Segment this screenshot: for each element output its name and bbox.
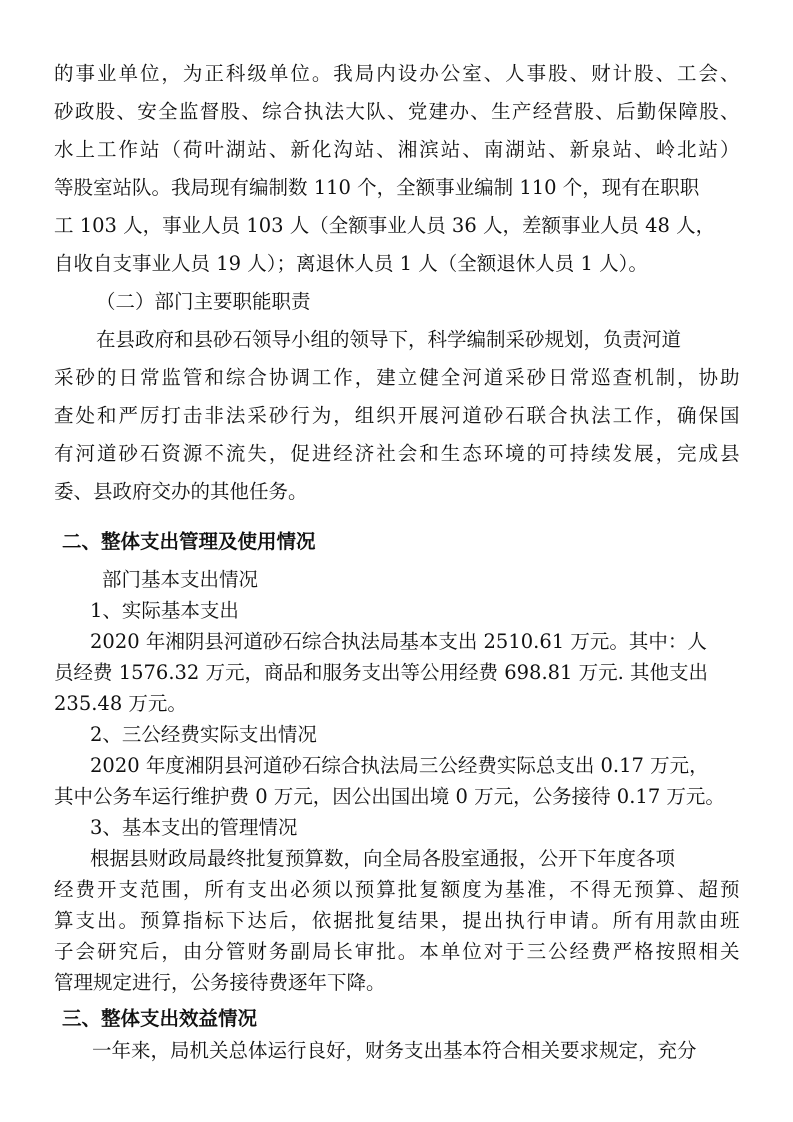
text-line: 委、县政府交办的其他任务。	[54, 480, 308, 503]
text-line: 等股室站队。我局现有编制数 110 个，全额事业编制 110 个，现有在职职	[54, 176, 700, 199]
text-line: 经 费 开 支 范 围 ， 所 有 支 出 必 须 以 预 算 批 复 额 度 为 基 准 ， 不 得 无 预 算 、 超 预	[54, 878, 740, 901]
text-line: 在县政府和县砂石领导小组的领导下，科学编制采砂规划，负责河道	[96, 328, 682, 351]
item-heading-1: 1、实际基本支出	[90, 599, 239, 622]
section-heading-3: 三、整体支出效益情况	[62, 1007, 258, 1030]
text-line: 管理规定进行，公务接待费逐年下降。	[54, 971, 386, 994]
text-line: 算 支 出 。 预 算 指 标 下 达 后 ， 依 据 批 复 结 果 ， 提 出 执 行 申 请 。 所 有 用 款 由 班	[54, 909, 740, 932]
text-line: 其中公务车运行维护费 0 万元，因公出国出境 0 万元，公务接待 0.17 万元。	[54, 785, 725, 808]
section-heading-duties: （二）部门主要职能职责	[96, 290, 311, 313]
text-line: 根据县财政局最终批复预算数，向全局各股室通报，公开下年度各项	[90, 847, 676, 870]
text-line: 的 事 业 单 位 ， 为 正 科 级 单 位 。 我 局 内 设 办 公 室 、 人 事 股 、 财 计 股 、 工 会 、	[54, 62, 740, 85]
text-line: 员经费 1576.32 万元，商品和服务支出等公用经费 698.81 万元. 其他支出	[54, 661, 709, 684]
text-line: 2020 年湘阴县河道砂石综合执法局基本支出 2510.61 万元。其中：人	[90, 630, 707, 653]
subheading-basic-expenditure: 部门基本支出情况	[102, 568, 259, 591]
text-line: 235.48 万元。	[54, 692, 187, 715]
text-line: 2020 年度湘阴县河道砂石综合执法局三公经费实际总支出 0.17 万元，	[90, 754, 709, 777]
text-line: 自收自支事业人员 19 人）；离退休人员 1 人（全额退休人员 1 人）。	[54, 252, 648, 275]
text-line: 查 处 和 严 厉 打 击 非 法 采 砂 行 为 ， 组 织 开 展 河 道 砂 石 联 合 执 法 工 作 ， 确 保 国	[54, 404, 740, 427]
text-line: 水 上 工 作 站 （ 荷 叶 湖 站 、 新 化 沟 站 、 湘 滨 站 、 南 湖 站 、 新 泉 站 、 岭 北 站 ）	[54, 138, 740, 161]
section-heading-2: 二、整体支出管理及使用情况	[62, 530, 316, 553]
text-line: 有 河 道 砂 石 资 源 不 流 失 ， 促 进 经 济 社 会 和 生 态 环 境 的 可 持 续 发 展 ， 完 成 县	[54, 442, 740, 465]
text-line: 一年来，局机关总体运行良好，财务支出基本符合相关要求规定，充分	[92, 1039, 697, 1062]
text-line: 采 砂 的 日 常 监 管 和 综 合 协 调 工 作 ， 建 立 健 全 河 道 采 砂 日 常 巡 查 机 制 ， 协 助	[54, 366, 740, 389]
text-line: 工 103 人，事业人员 103 人（全额事业人员 36 人，差额事业人员 48 人，	[54, 214, 716, 237]
item-heading-3: 3、基本支出的管理情况	[90, 816, 298, 839]
text-line: 子 会 研 究 后 ， 由 分 管 财 务 副 局 长 审 批 。 本 单 位 对 于 三 公 经 费 严 格 按 照 相 关	[54, 940, 740, 963]
text-line: 砂 政 股 、 安 全 监 督 股 、 综 合 执 法 大 队 、 党 建 办 、 生 产 经 营 股 、 后 勤 保 障 股 、	[54, 100, 740, 123]
item-heading-2: 2、三公经费实际支出情况	[90, 723, 317, 746]
